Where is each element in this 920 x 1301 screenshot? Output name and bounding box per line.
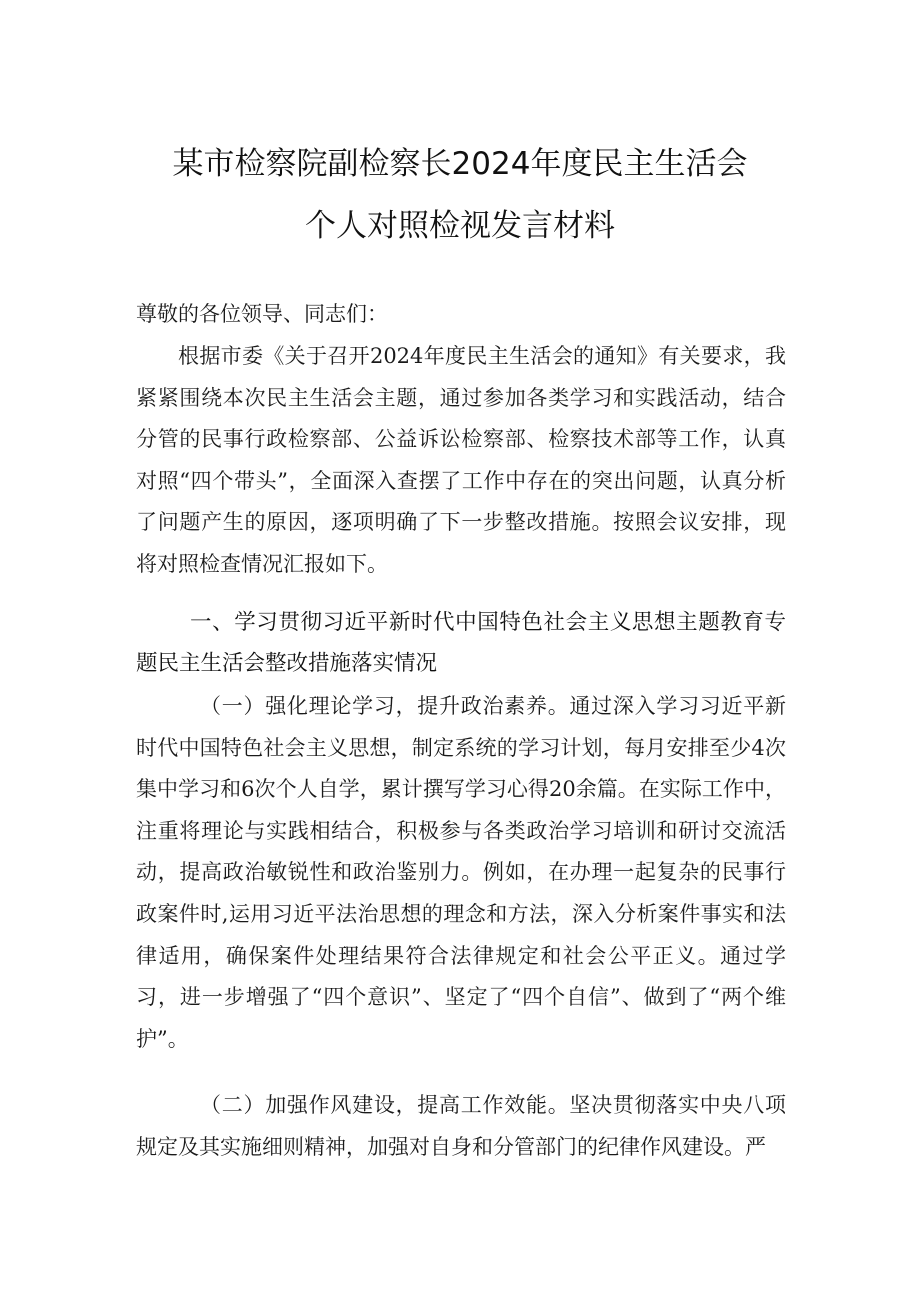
document-title-line-1: 某市检察院副检察长2024年度民主生活会 (172, 146, 748, 182)
salutation: 尊敬的各位领导、同志们： (136, 302, 388, 326)
paragraph-theory-study: （一）强化理论学习，提升政治素养。通过深入学习习近平新时代中国特色社会主义思想，制定系统的学习计划，每月安排至少4次集中学习和6次个人自学，累计撰写学习心得20余篇。在实际工作中，注重将理论与实践相结合，积极参与各类政治学习培训和研讨交流活动，提高政治敏锐性和政治鉴别力。例如，在办理一起复杂的民事行政案件时,运用习近平法治思想的理念和方法，深入分析案件事实和法律适用，确保案件处理结果符合法律规定和社会公平正义。通过学习，进一步增强了“四个意识”、坚定了“四个自信”、做到了“两个维护”。 (136, 694, 786, 1051)
document-title-line-2: 个人对照检视发言材料 (305, 208, 615, 244)
paragraph-work-style: （二）加强作风建设，提高工作效能。坚决贯彻落实中央八项规定及其实施细则精神，加强对自身和分管部门的纪律作风建设。严 (136, 1093, 786, 1159)
intro-paragraph: 根据市委《关于召开2024年度民主生活会的通知》有关要求，我紧紧围绕本次民主生活会主题，通过参加各类学习和实践活动，结合分管的民事行政检察部、公益诉讼检察部、检察技术部等工作，认真对照“四个带头”，全面深入查摆了工作中存在的突出问题，认真分析了问题产生的原因，逐项明确了下一步整改措施。按照会议安排，现将对照检查情况汇报如下。 (136, 344, 786, 576)
section-heading-1: 一、学习贯彻习近平新时代中国特色社会主义思想主题教育专题民主生活会整改措施落实情况 (136, 610, 786, 676)
